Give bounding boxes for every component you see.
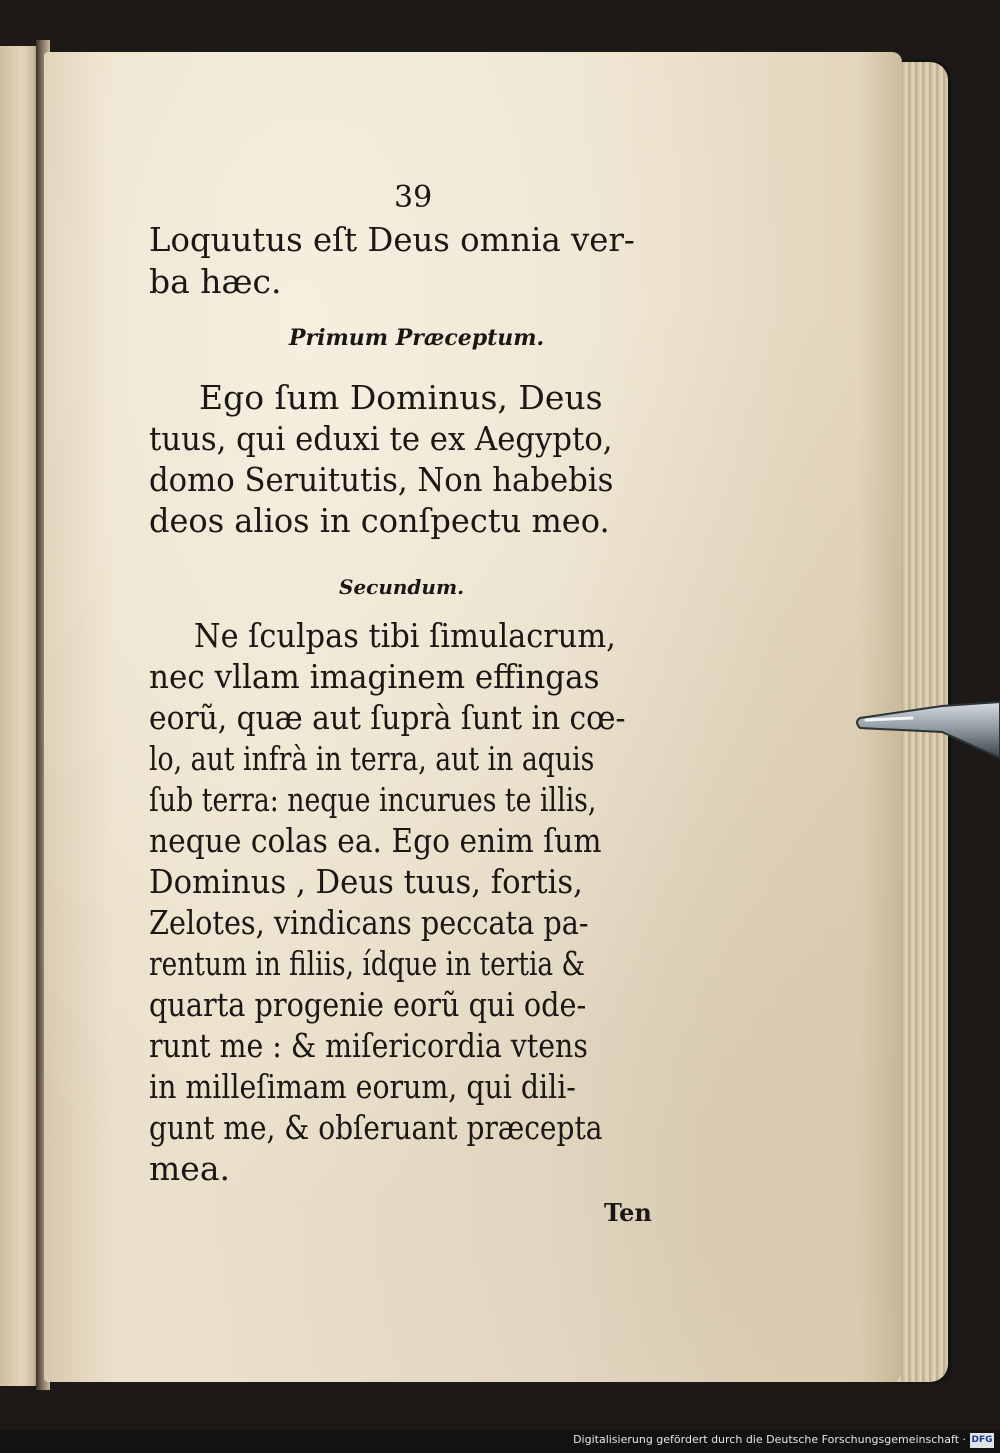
text-line: quarta progenie eorũ qui ode‑ xyxy=(149,985,587,1024)
text-line: Loquutus eſt Deus omnia ver‑ xyxy=(149,220,635,259)
previous-page-edge xyxy=(0,46,40,1386)
text-line: tuus, qui eduxi te ex Aegypto, xyxy=(149,419,613,458)
text-line: Ego ſum Dominus, Deus xyxy=(199,378,603,417)
text-line: ſub terra: neque incurues te illis, xyxy=(149,780,597,819)
text-line: neque colas ea. Ego enim ſum xyxy=(149,821,602,860)
text-line: lo, aut infrà in terra, aut in aquis xyxy=(149,739,595,778)
dfg-logo: DFG xyxy=(970,1433,994,1448)
text-line: rentum in filiis, ídque in tertia & xyxy=(149,944,586,983)
text-line: Dominus , Deus tuus, fortis, xyxy=(149,862,583,901)
text-line: runt me : & miſericordia vtens xyxy=(149,1026,588,1065)
catchword: Ten xyxy=(604,1198,652,1227)
book-page xyxy=(44,52,902,1382)
text-line: deos alios in conſpectu meo. xyxy=(149,501,610,540)
text-line: mea. xyxy=(149,1149,230,1188)
text-line: nec vllam imaginem effingas xyxy=(149,657,600,696)
text-line: Ne ſculpas tibi ſimulacrum, xyxy=(194,616,616,655)
text-line: eorũ, quæ aut ſuprà ſunt in cœ‑ xyxy=(149,698,626,737)
digitization-credit: Digitalisierung gefördert durch die Deutsche Forschungsgemeinschaft · xyxy=(573,1433,966,1446)
heading-primum-praeceptum: Primum Præceptum. xyxy=(289,325,545,351)
text-line: ba hæc. xyxy=(149,262,282,301)
heading-secundum: Secundum. xyxy=(339,575,465,599)
paper-knife-pointer xyxy=(852,698,1000,760)
text-line: domo Seruitutis, Non habebis xyxy=(149,460,614,499)
text-line: gunt me, & obſeruant præcepta xyxy=(149,1108,603,1147)
page-number: 39 xyxy=(394,180,433,215)
text-line: in milleſimam eorum, qui dili‑ xyxy=(149,1067,576,1106)
text-line: Zelotes, vindicans peccata pa‑ xyxy=(149,903,589,942)
